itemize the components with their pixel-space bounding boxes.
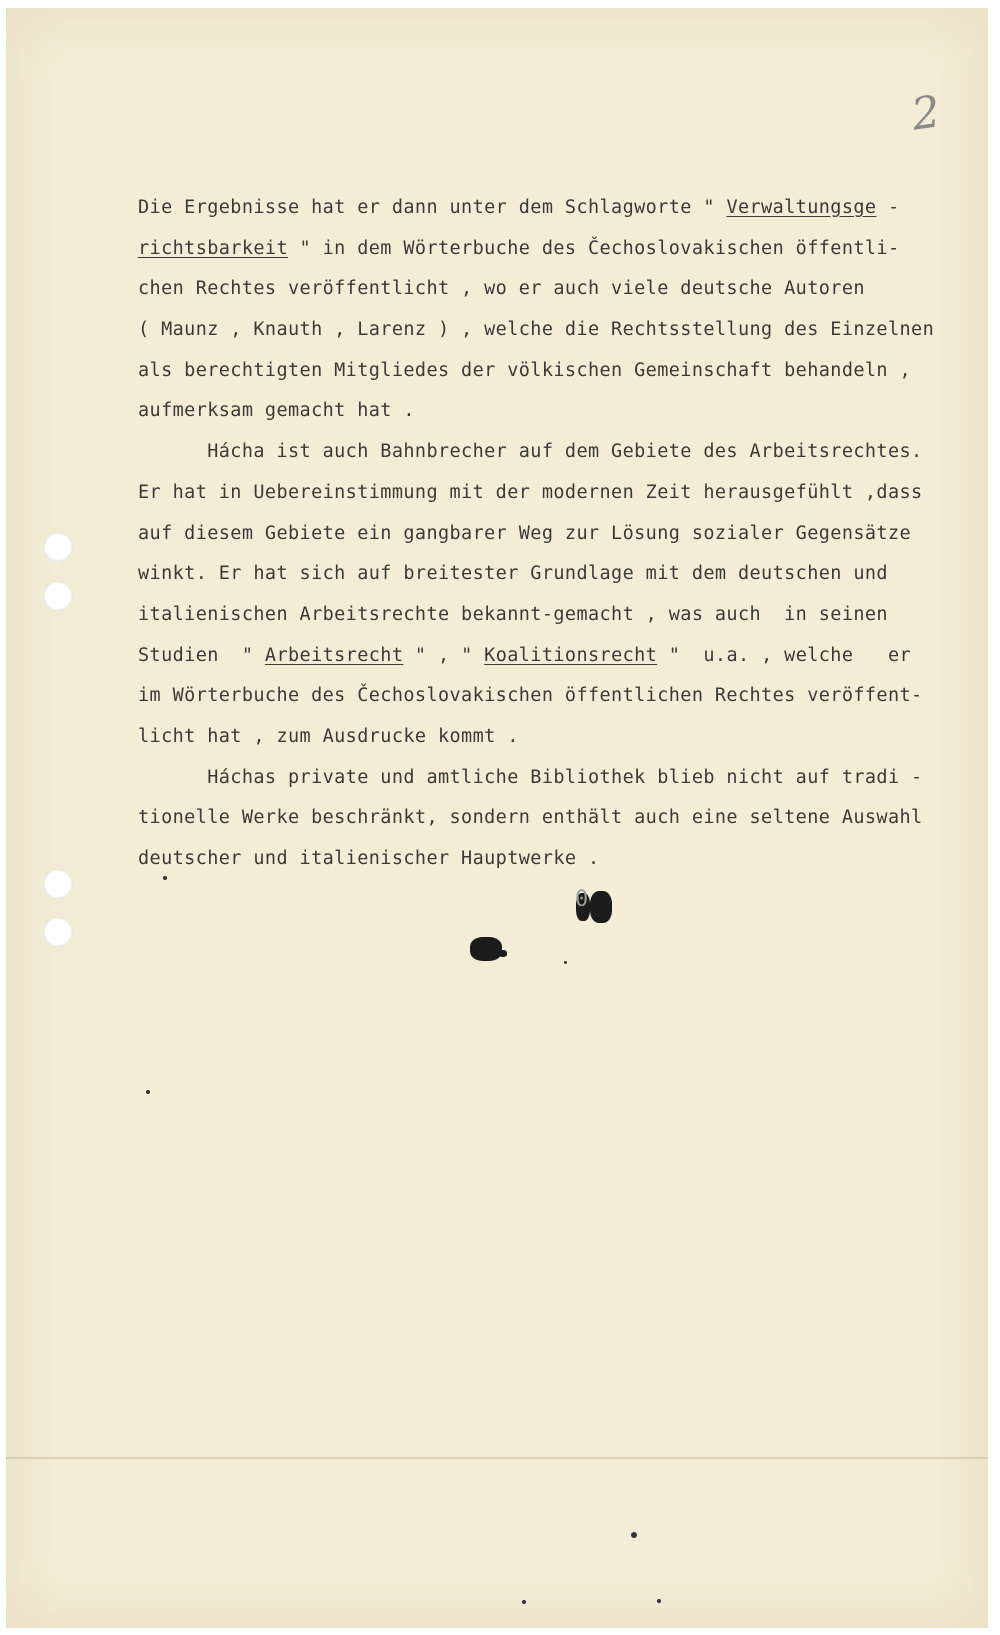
text-line (138, 188, 978, 229)
typed-letter-body (138, 188, 978, 880)
text-line (138, 758, 978, 799)
text-line (138, 554, 978, 595)
text-run: Háchas private und amtliche Bibliothek blieb nicht auf tradi - (138, 766, 923, 788)
text-run: Hácha ist auch Bahnbrecher auf dem Gebiete des Arbeitsrechtes. (138, 441, 923, 463)
ink-blot (470, 937, 502, 961)
punch-hole-1 (43, 532, 73, 562)
ink-speck (146, 1090, 150, 1094)
text-run: Die Ergebnisse hat er dann unter dem Schlagworte " (138, 197, 727, 218)
text-run: winkt. Er hat sich auf breitester Grundlage mit dem deutschen und (138, 563, 888, 585)
text-run: Studien " (138, 644, 265, 666)
ink-speck (631, 1532, 637, 1538)
text-line (138, 310, 978, 351)
page-number: 2 (908, 86, 944, 141)
paper-fold-line (6, 1457, 988, 1459)
text-line (138, 514, 978, 555)
punch-hole-4 (43, 917, 73, 947)
text-line (138, 351, 978, 392)
text-run: italienischen Arbeitsrechte bekannt-gemacht , was auch in seinen (138, 603, 888, 625)
text-run: deutscher und italienischer Hauptwerke . (138, 848, 600, 869)
text-run: tionelle Werke beschränkt, sondern enthält auch eine seltene Auswahl (138, 807, 923, 829)
text-line (138, 473, 978, 514)
text-run: chen Rechtes veröffentlicht , wo er auch viele deutsche Autoren (138, 278, 865, 300)
text-run: " in dem Wörterbuche des Čechoslovakischen öffentli- (288, 237, 900, 259)
punch-hole-2 (43, 581, 73, 611)
text-run: als berechtigten Mitgliedes der völkischen Gemeinschaft behandeln , (138, 359, 912, 381)
ink-speck (564, 961, 567, 964)
text-line (138, 717, 978, 758)
text-line (138, 676, 978, 717)
text-run: aufmerksam gemacht hat . (138, 400, 415, 422)
ink-speck (522, 1600, 526, 1604)
text-run: - (876, 197, 900, 218)
text-run: ( Maunz , Knauth , Larenz ) , welche die Rechtsstellung des Einzelnen (138, 319, 935, 341)
text-run: im Wörterbuche des Čechoslovakischen öffentlichen Rechtes veröffent- (138, 685, 923, 707)
text-run: Er hat in Uebereinstimmung mit der modernen Zeit herausgefühlt ,dass (138, 481, 923, 503)
ink-blot (590, 891, 612, 923)
text-line (138, 229, 978, 270)
ink-speck (163, 876, 167, 880)
text-line (138, 636, 978, 677)
underlined-term: richtsbarkeit (138, 237, 288, 259)
punch-hole-3 (43, 869, 73, 899)
text-run: " u.a. , welche er (657, 644, 912, 666)
text-run: auf diesem Gebiete ein gangbarer Weg zur Lösung sozialer Gegensätze (138, 522, 912, 544)
text-line (138, 269, 978, 310)
underlined-term: Verwaltungsge (726, 197, 877, 218)
text-line (138, 391, 978, 432)
text-line (138, 432, 978, 473)
ink-blot (499, 950, 507, 957)
text-line (138, 839, 978, 880)
text-run: licht hat , zum Ausdrucke kommt . (138, 725, 519, 747)
underlined-term: Koalitionsrecht (484, 644, 658, 666)
stamp-residue: 0 (575, 887, 593, 912)
text-line (138, 798, 978, 839)
underlined-term: Arbeitsrecht (264, 644, 404, 666)
ink-speck (657, 1599, 661, 1603)
text-line (138, 595, 978, 636)
text-run: " , " (403, 644, 485, 666)
